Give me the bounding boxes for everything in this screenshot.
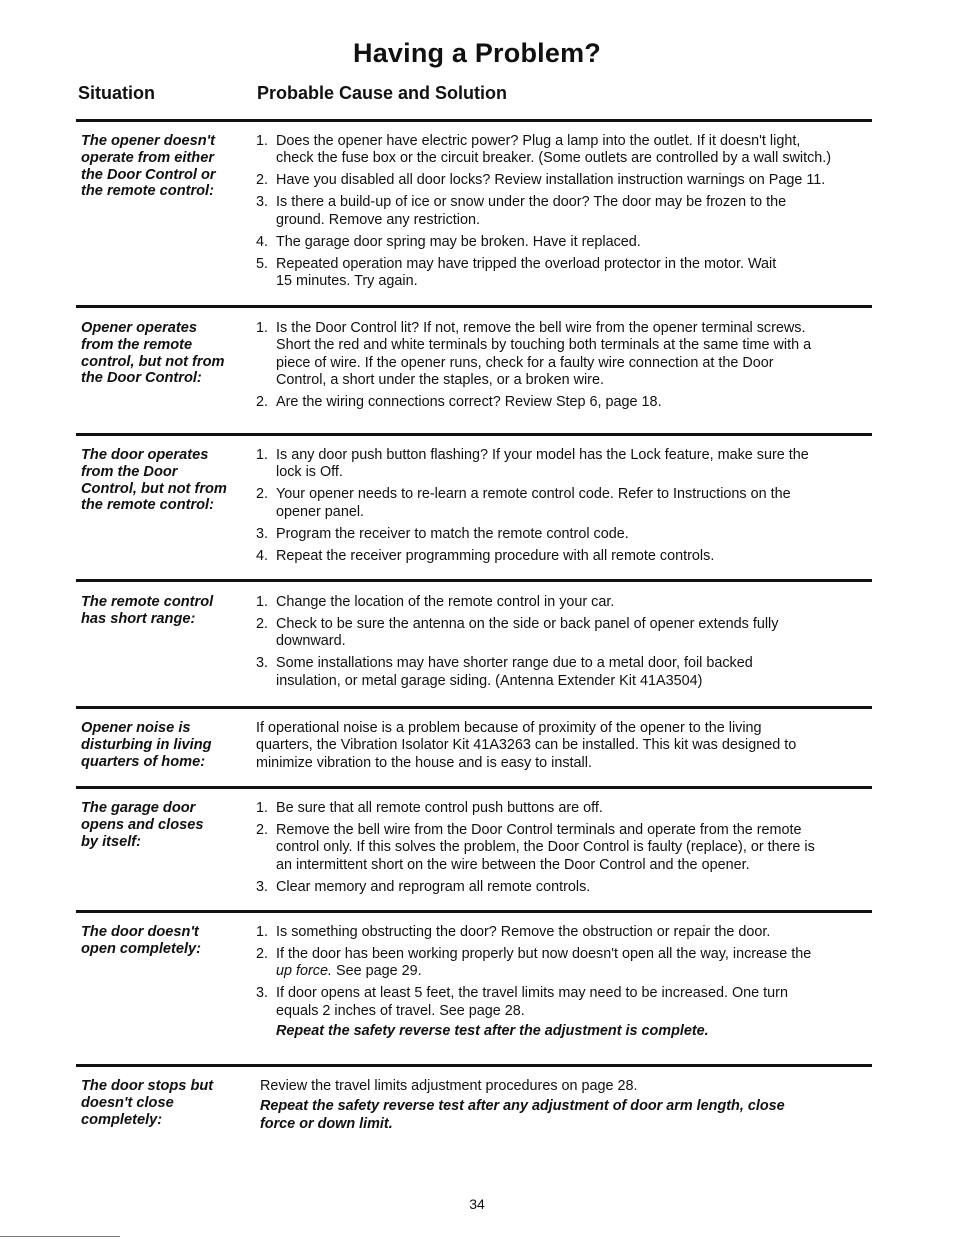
solution-list xyxy=(256,924,871,1045)
divider xyxy=(76,305,872,308)
warning-item xyxy=(256,1023,871,1040)
situation-label: The garage door opens and closes by itself: xyxy=(81,800,204,850)
divider xyxy=(76,1064,872,1067)
solution-item: 4. The garage door spring may be broken. Have it replaced. xyxy=(256,233,641,250)
divider xyxy=(76,706,872,709)
divider xyxy=(76,119,872,122)
situation-label: Opener noise is disturbing in living quarters of home: xyxy=(81,720,212,770)
column-header-cause: Probable Cause and Solution xyxy=(257,83,508,103)
situation-label: The remote control has short range: xyxy=(81,594,214,627)
solution-paragraph: If operational noise is a problem because of proximity of the opener to the living quarters, the Vibration Isolator Kit 41A3263 can be installed. This kit was designed to minimize vibration to the house and is easy to install. xyxy=(256,720,797,771)
safety-warning: Repeat the safety reverse test after any adjustment of door arm length, close force or down limit. xyxy=(260,1098,785,1132)
situation-label: The opener doesn't operate from either the Door Control or the remote control: xyxy=(81,133,216,200)
solution-item: 2. Check to be sure the antenna on the side or back panel of opener extends fully downward. xyxy=(256,616,779,650)
solution-list xyxy=(256,447,871,570)
solution-item: 1. Is the Door Control lit? If not, remove the bell wire from the opener terminal screws. Short the red and white terminals by touching both terminals at the same time with a piece of wire. If the opener runs, check for a faulty wire connection at the Door Control, a short under the staples, or a broken wire. xyxy=(256,320,812,389)
solution-item: 1. Change the location of the remote control in your car. xyxy=(256,594,615,610)
solution-item: 2. If the door has been working properly but now doesn't open all the way, increase the up force. See page 29. xyxy=(256,946,812,980)
solution-item: 2. Are the wiring connections correct? Review Step 6, page 18. xyxy=(256,394,662,411)
emphasis-text: up force. xyxy=(276,963,332,980)
safety-warning: Repeat the safety reverse test after the adjustment is complete. xyxy=(276,1022,709,1039)
column-header-situation: Situation xyxy=(78,83,155,103)
solution-item: 1. Does the opener have electric power? Plug a lamp into the outlet. If it doesn't light, check the fuse box or the circuit breaker. (Some outlets are controlled by a wall switch.) xyxy=(256,133,832,167)
solution-item: 3. Program the receiver to match the remote control code. xyxy=(256,525,629,542)
solution-paragraph-block xyxy=(256,720,871,772)
solution-list xyxy=(256,594,871,695)
situation-label: The door operates from the Door Control, but not from the remote control: xyxy=(81,447,227,514)
situation-label: The door doesn't open completely: xyxy=(81,924,202,957)
solution-list xyxy=(256,320,871,416)
solution-item: 3. If door opens at least 5 feet, the travel limits may need to be increased. One turn equals 2 inches of travel. See page 28. xyxy=(256,985,788,1019)
divider xyxy=(76,786,872,789)
solution-item: 1. Is any door push button flashing? If your model has the Lock feature, make sure the lock is Off. xyxy=(256,447,809,481)
situation-label: The door stops but doesn't close completely: xyxy=(81,1078,214,1128)
solution-item: 3. Clear memory and reprogram all remote controls. xyxy=(256,878,591,895)
solution-item: 5. Repeated operation may have tripped the overload protector in the motor. Wait 15 minutes. Try again. xyxy=(256,255,777,290)
solution-list xyxy=(256,800,871,901)
page-title: Having a Problem? xyxy=(353,38,601,68)
divider xyxy=(76,433,872,436)
solution-item: 4. Repeat the receiver programming procedure with all remote controls. xyxy=(256,547,715,564)
divider xyxy=(76,910,872,913)
solution-paragraph: Review the travel limits adjustment procedures on page 28. xyxy=(260,1078,638,1094)
page-number: 34 xyxy=(469,1196,485,1212)
solution-item: 2. Remove the bell wire from the Door Control terminals and operate from the remote control only. If this solves the problem, the Door Control is faulty (replace), or there is an intermittent short on the wire between the Door Control and the opener. xyxy=(256,822,815,873)
solution-item: 1. Be sure that all remote control push buttons are off. xyxy=(256,800,603,816)
solution-item: 3. Some installations may have shorter range due to a metal door, foil backed insulation, or metal garage siding. (Antenna Extender Kit 41A3504) xyxy=(256,655,753,689)
solution-item: 1. Is something obstructing the door? Remove the obstruction or repair the door. xyxy=(256,924,771,940)
solution-item: 3. Is there a build-up of ice or snow under the door? The door may be frozen to the ground. Remove any restriction. xyxy=(256,194,787,228)
divider xyxy=(76,579,872,582)
solution-list xyxy=(256,133,871,295)
footer-line xyxy=(0,1236,120,1237)
solution-item: 2. Your opener needs to re-learn a remote control code. Refer to Instructions on the opener panel. xyxy=(256,486,791,520)
solution-item: 2. Have you disabled all door locks? Review installation instruction warnings on Page 11. xyxy=(256,172,826,189)
situation-label: Opener operates from the remote control, but not from the Door Control: xyxy=(81,320,225,387)
solution-paragraph-block xyxy=(260,1078,875,1133)
